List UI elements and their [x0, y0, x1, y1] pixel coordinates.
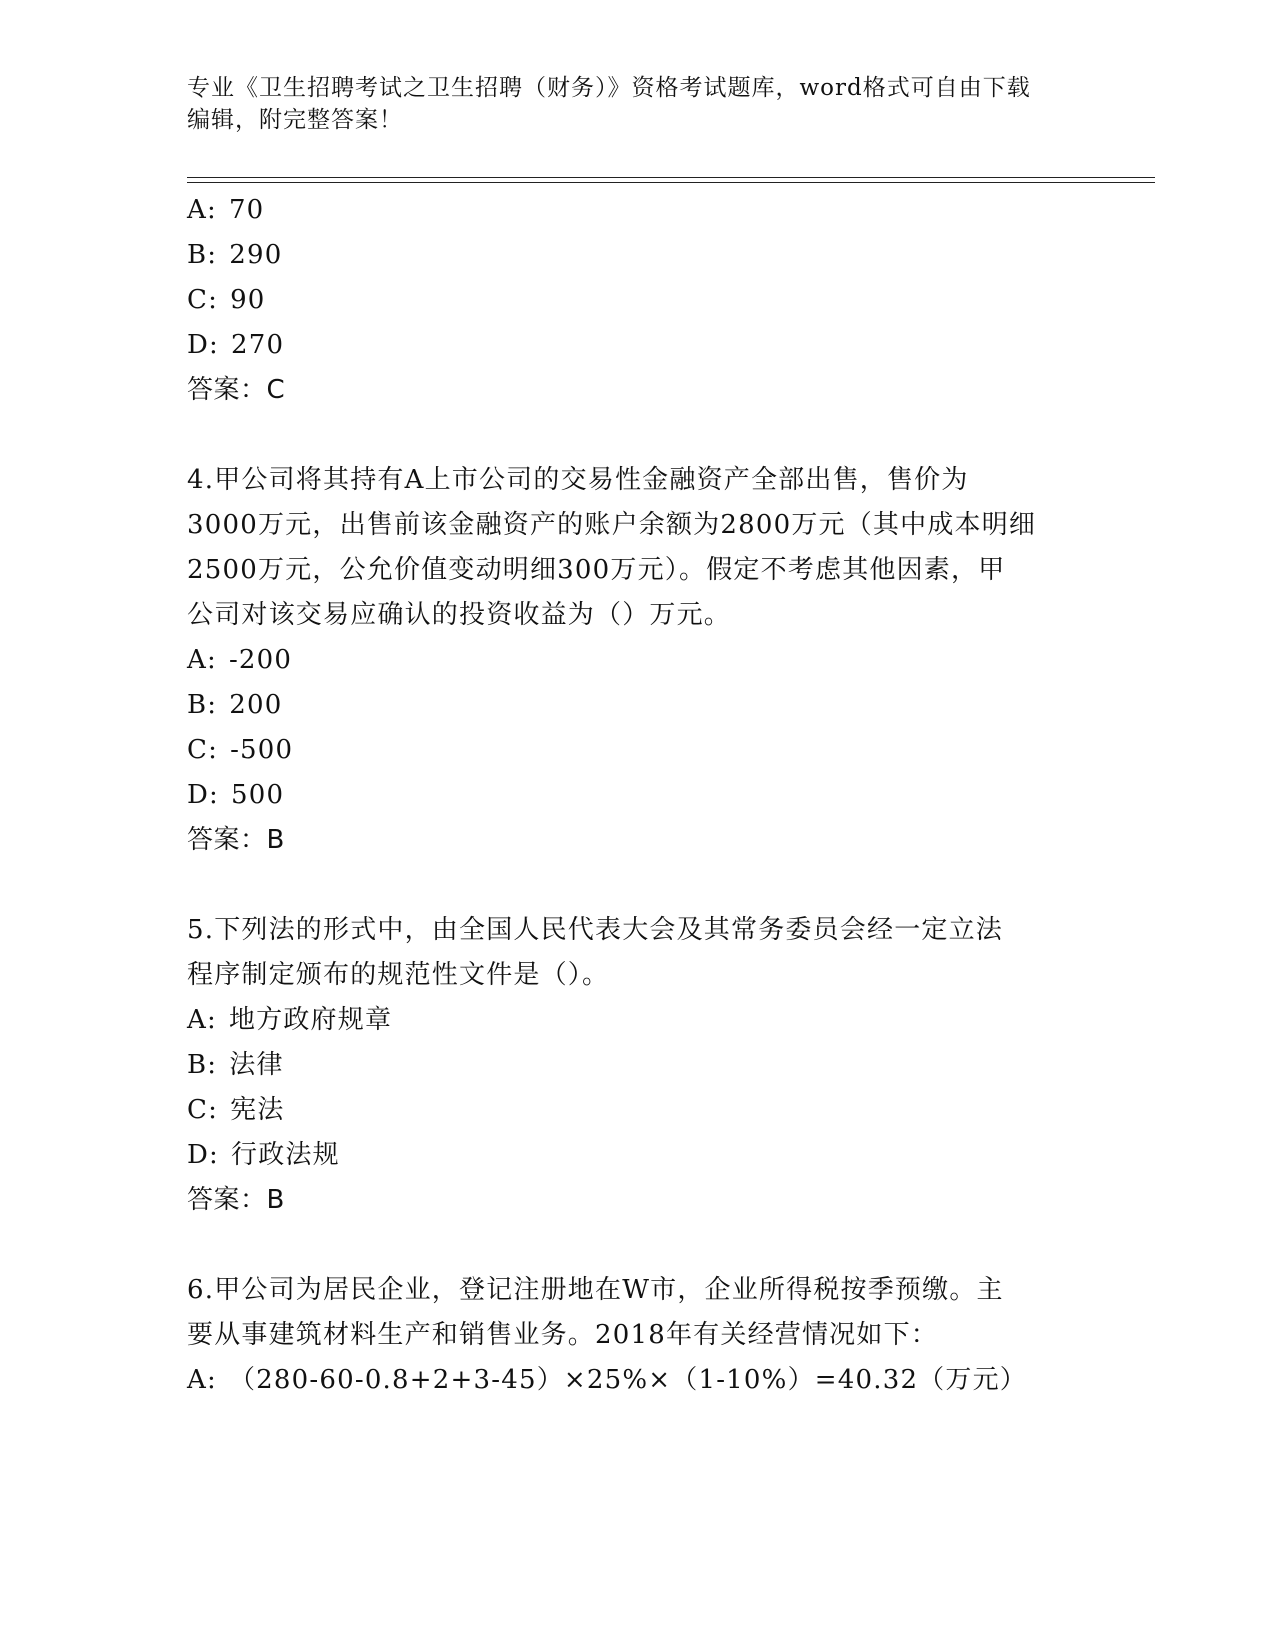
option-text: 行政法规: [231, 1140, 340, 1170]
q4-text-line-3: 2500万元，公允价值变动明细300万元）。假定不考虑其他因素，甲: [187, 555, 1006, 585]
option-text: 290: [229, 240, 283, 270]
q5-option-b: [187, 1048, 284, 1082]
header-line-1: 专业《卫生招聘考试之卫生招聘（财务）》资格考试题库，word格式可自由下载: [187, 75, 1031, 101]
option-text: -200: [228, 645, 293, 675]
q4-option-d: [187, 778, 284, 812]
header-divider-top: [187, 177, 1155, 178]
q5-text-line-1: 5.下列法的形式中，由全国人民代表大会及其常务委员会经一定立法: [187, 915, 1004, 945]
q4-text-line-2: 3000万元，出售前该金融资产的账户余额为2800万元（其中成本明细: [187, 510, 1037, 540]
option-text: （280-60-0.8+2+3-45）×25%×（1-10%）=40.32（万元）: [228, 1365, 1027, 1395]
option-label: A:: [187, 645, 217, 675]
option-label: D:: [187, 1140, 220, 1170]
q5-option-d: [187, 1138, 340, 1172]
document-header: [187, 72, 1087, 136]
q5-text-line-2: 程序制定颁布的规范性文件是（）。: [187, 960, 610, 990]
option-text: 90: [230, 285, 266, 315]
q3-option-c: [187, 283, 266, 317]
option-text: 地方政府规章: [228, 1005, 393, 1035]
option-text: 270: [231, 330, 285, 360]
q5-answer: 答案：B: [187, 1185, 285, 1215]
option-text: -500: [230, 735, 294, 765]
q4-text-line-1: 4.甲公司将其持有A上市公司的交易性金融资产全部出售，售价为: [187, 465, 969, 495]
option-label: C:: [187, 735, 219, 765]
option-text: 500: [231, 780, 285, 810]
q4-text-line-4: 公司对该交易应确认的投资收益为（）万元。: [187, 600, 732, 630]
option-label: A:: [187, 1005, 217, 1035]
q3-answer: 答案：C: [187, 375, 286, 405]
option-label: B:: [187, 690, 218, 720]
q5-option-a: [187, 1003, 392, 1037]
option-label: A:: [187, 1365, 217, 1395]
q6-option-a: [187, 1363, 1027, 1397]
q3-option-b: [187, 238, 283, 272]
header-line-2: 编辑，附完整答案！: [187, 107, 403, 133]
option-label: D:: [187, 780, 220, 810]
option-label: B:: [187, 1050, 218, 1080]
q4-option-c: [187, 733, 293, 767]
q3-option-d: [187, 328, 284, 362]
option-text: 200: [229, 690, 283, 720]
option-text: 法律: [229, 1050, 284, 1080]
header-divider-bottom: [187, 182, 1155, 183]
q4-option-b: [187, 688, 283, 722]
option-label: C:: [187, 1095, 219, 1125]
q3-option-a: [187, 193, 264, 227]
option-label: A:: [187, 195, 217, 225]
option-label: B:: [187, 240, 218, 270]
q6-text-line-2: 要从事建筑材料生产和销售业务。2018年有关经营情况如下：: [187, 1320, 938, 1350]
option-label: C:: [187, 285, 219, 315]
option-text: 宪法: [230, 1095, 285, 1125]
q5-option-c: [187, 1093, 284, 1127]
option-text: 70: [228, 195, 265, 225]
q4-option-a: [187, 643, 292, 677]
q4-answer: 答案：B: [187, 825, 285, 855]
option-label: D:: [187, 330, 220, 360]
q6-text-line-1: 6.甲公司为居民企业，登记注册地在W市，企业所得税按季预缴。主: [187, 1275, 1004, 1305]
